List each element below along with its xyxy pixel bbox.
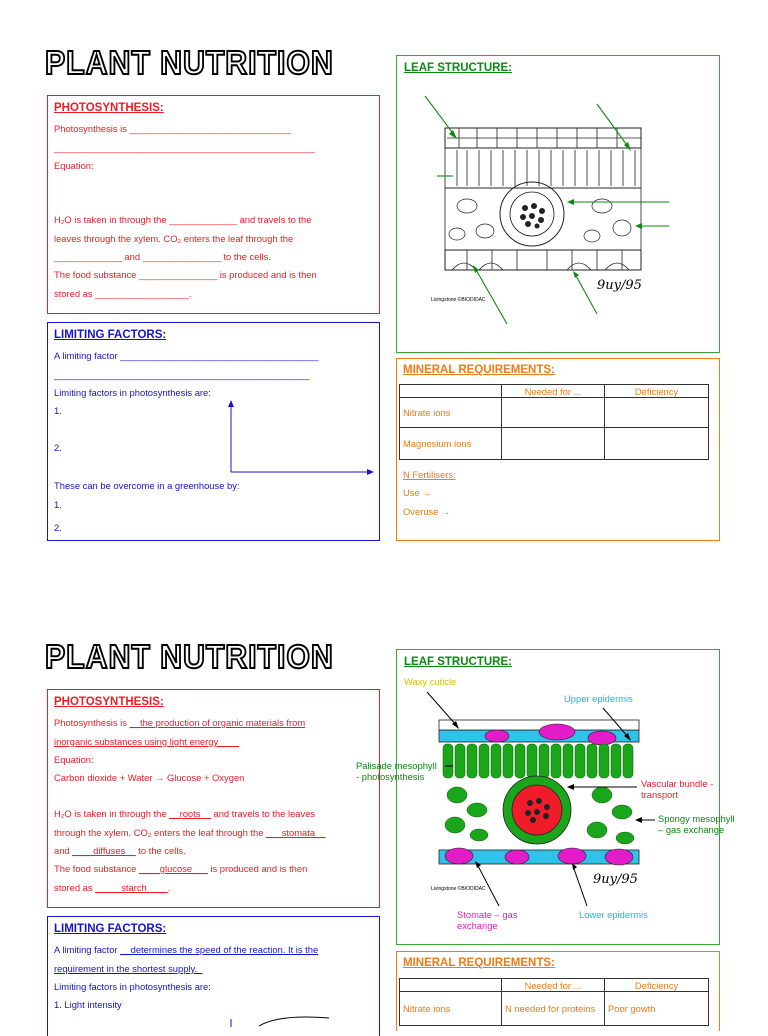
photosynthesis-line: and ____diffuses__ to the cells. (54, 845, 186, 856)
limiting-item: 1. Light intensity (54, 999, 122, 1010)
fertiliser-overuse: Overuse → (403, 506, 451, 517)
table-cell: Nitrate ions (400, 398, 502, 428)
table-header: Needed for ... (502, 979, 605, 992)
graph-sketch (223, 1013, 378, 1027)
diagram-credit: Livingstone ©BIODIDAC (431, 297, 486, 303)
table-cell (605, 398, 709, 428)
limiting-item: 2. (54, 442, 62, 453)
table-cell (605, 428, 709, 460)
photosynthesis-panel (47, 95, 380, 314)
table-header (400, 979, 502, 992)
limiting-line: requirement in the shortest supply._ (54, 963, 203, 974)
leaf-structure-panel-labelled (356, 649, 735, 945)
label-palisade-mesophyll: Palisade mesophyll - photosynthesis (356, 760, 437, 783)
label-waxy-cuticle: Waxy cuticle (404, 676, 457, 687)
table-header: Deficiency (605, 385, 709, 398)
mineral-requirements-panel-answers (396, 951, 720, 1031)
table-cell: Nitrate ions (400, 992, 502, 1026)
table-cell: N needed for proteins (502, 992, 605, 1026)
diagram-credit: Livingstone ©BIODIDAC (431, 886, 486, 892)
mineral-table (399, 978, 709, 1026)
leaf-structure-panel (396, 55, 720, 353)
photosynthesis-line: through the xylem. CO₂ enters the leaf through the ___stomata__ (54, 827, 326, 838)
photosynthesis-line: The food substance ____glucose___ is produced and is then (54, 863, 308, 874)
artist-signature: 9uy/95 (593, 872, 638, 887)
label-lower-epidermis: Lower epidermis (579, 909, 648, 920)
limiting-factors-panel-answers (47, 916, 380, 1036)
limiting-item: 1. (54, 499, 62, 510)
mineral-requirements-heading: MINERAL REQUIREMENTS: (403, 957, 555, 969)
photosynthesis-line: leaves through the xylem. CO₂ enters the leaf through the (54, 233, 294, 244)
table-cell (502, 398, 605, 428)
page-title: PLANT NUTRITION (45, 638, 334, 675)
label-vascular-bundle: Vascular bundle - transport (641, 778, 714, 801)
fertilisers-label: N Fertilisers: (403, 469, 456, 480)
photosynthesis-line: _____________ and _______________ to the cells. (54, 251, 271, 262)
leaf-structure-heading: LEAF STRUCTURE: (404, 62, 512, 74)
leaf-structure-heading: LEAF STRUCTURE: (404, 656, 512, 668)
equation-label: Equation: (54, 160, 94, 171)
artist-signature: 9uy/95 (597, 278, 642, 293)
limiting-factors-heading: LIMITING FACTORS: (54, 923, 167, 935)
mineral-requirements-heading: MINERAL REQUIREMENTS: (403, 364, 555, 376)
page-title: PLANT NUTRITION (45, 44, 334, 81)
table-header: Needed for ... (502, 385, 605, 398)
equation: Carbon dioxide + Water → Glucose + Oxygen (54, 772, 245, 783)
photosynthesis-line: The food substance _______________ is produced and is then (54, 269, 317, 280)
label-upper-epidermis: Upper epidermis (564, 693, 633, 704)
mineral-requirements-panel (396, 358, 720, 541)
table-header: Deficiency (605, 979, 709, 992)
photosynthesis-line: H₂O is taken in through the __roots__ and travels to the leaves (54, 808, 316, 819)
photosynthesis-line: Photosynthesis is _______________________________ (54, 123, 292, 134)
table-cell (502, 428, 605, 460)
limiting-line: A limiting factor ______________________________________ (54, 350, 319, 361)
limiting-factors-panel (47, 322, 380, 541)
label-stomate: Stomate – gas exchange (457, 909, 518, 932)
table-cell: Poor gowth (605, 992, 709, 1026)
photosynthesis-panel-answers (47, 689, 380, 908)
limiting-factors-heading: LIMITING FACTORS: (54, 329, 167, 341)
fertiliser-use: Use → (403, 487, 432, 498)
photosynthesis-heading: PHOTOSYNTHESIS: (54, 102, 164, 114)
photosynthesis-line: H₂O is taken in through the _____________ and travels to the (54, 214, 312, 225)
limiting-line: A limiting factor __determines the speed of the reaction. It is the (54, 944, 319, 955)
photosynthesis-line: stored as _____starch____. (54, 882, 171, 893)
photosynthesis-heading: PHOTOSYNTHESIS: (54, 696, 164, 708)
equation-label: Equation: (54, 754, 94, 765)
leaf-cross-section-diagram (397, 56, 719, 352)
photosynthesis-line: Photosynthesis is __the production of organic materials from (54, 717, 306, 728)
photosynthesis-line: inorganic substances using light energy____ (54, 736, 240, 747)
limiting-line: These can be overcome in a greenhouse by: (54, 480, 240, 491)
table-cell: Magnesium ions (400, 428, 502, 460)
limiting-item: 2. (54, 522, 62, 533)
limiting-line: _________________________________________________ (54, 369, 310, 380)
limiting-line: Limiting factors in photosynthesis are: (54, 981, 211, 992)
photosynthesis-line: stored as __________________. (54, 288, 192, 299)
blank-graph-axes (223, 398, 378, 478)
limiting-line: Limiting factors in photosynthesis are: (54, 387, 211, 398)
limiting-item: 1. (54, 405, 62, 416)
photosynthesis-line: __________________________________________________ (54, 142, 315, 153)
table-header (400, 385, 502, 398)
label-spongy-mesophyll: Spongy mesophyll – gas exchange (658, 813, 735, 836)
mineral-table (399, 384, 709, 460)
